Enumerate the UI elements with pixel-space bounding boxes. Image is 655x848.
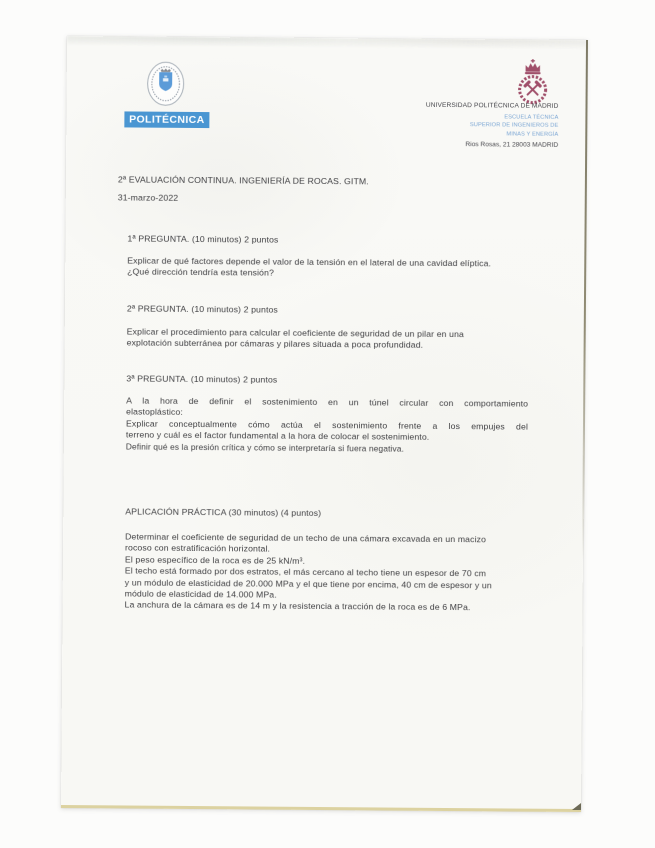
practical-line: El peso específico de la roca es de 25 kN/m³. — [124, 554, 306, 566]
question-3-line: A la hora de definir el sostenimiento en un túnel circular con comportamiento — [126, 395, 529, 409]
question-3-line: Explicar conceptualmente cómo actúa el sostenimiento frente a los empujes del — [125, 418, 529, 432]
upm-seal-icon — [146, 61, 184, 112]
question-1-line: Explicar de qué factores depende el valor de la tensión en el lateral de una cavidad elíptica. — [127, 255, 492, 269]
school-address: Rios Rosas, 21 28003 MADRID — [465, 140, 559, 149]
question-3-line: elastoplástico: — [126, 406, 183, 418]
politecnica-logo — [124, 111, 209, 128]
paper-content — [61, 36, 587, 812]
school-name-line3: MINAS Y ENERGÍA — [506, 131, 559, 138]
school-name-line2: SUPERIOR DE INGENIEROS DE — [469, 122, 559, 129]
practical-line: módulo de elasticidad de 14.000 MPa. — [124, 588, 277, 600]
question-1-line: ¿Qué dirección tendría esta tensión? — [127, 266, 275, 278]
question-3-line: Definir qué es la presión crítica y cómo se interpretaría si fuera negativa. — [125, 441, 405, 454]
question-2-heading: 2ª PREGUNTA. (10 minutos) 2 puntos — [126, 303, 278, 315]
question-1-text — [127, 255, 491, 281]
politecnica-logo-label: POLITÉCNICA — [129, 113, 205, 127]
practical-text — [125, 531, 493, 614]
question-3-line: terreno y cuál es el factor fundamental a la hora de colocar el sostenimiento. — [125, 429, 430, 442]
question-1-heading: 1ª PREGUNTA. (10 minutos) 2 puntos — [127, 233, 279, 245]
institution-block — [326, 101, 558, 149]
school-name-line1: ESCUELA TÉCNICA — [504, 113, 559, 121]
practical-line: El techo está formado por dos estratos, el más cercano al techo tiene un espesor de 70 cm — [124, 565, 487, 579]
practical-line: y un módulo de elasticidad de 20.000 MPa y el que tiene por encima, 40 cm de espesor y un — [124, 577, 492, 590]
university-name: UNIVERSIDAD POLITÉCNICA DE MADRID — [425, 101, 559, 110]
question-2-line: Explicar el procedimiento para calcular el coeficiente de seguridad de un pilar en una — [126, 326, 465, 340]
question-2-text — [127, 326, 464, 351]
question-2-line: explotación subterránea por cámaras y pilares situada a poca profundidad. — [126, 337, 424, 351]
question-3-text — [126, 395, 528, 455]
school-name — [326, 112, 558, 140]
exam-paper-sheet — [61, 36, 587, 812]
practical-heading: APLICACIÓN PRÁCTICA (30 minutos) (4 puntos) — [125, 506, 322, 518]
practical-line: Determinar el coeficiente de seguridad de un techo de una cámara excavada en un macizo — [125, 531, 487, 545]
practical-line: rocoso con estratificación horizontal. — [124, 542, 271, 554]
exam-title: 2ª EVALUACIÓN CONTINUA. INGENIERÍA DE ROCAS. GITM. — [117, 174, 369, 187]
question-3-heading: 3ª PREGUNTA. (10 minutos) 2 puntos — [126, 373, 278, 385]
exam-date: 31-marzo-2022 — [117, 192, 179, 203]
practical-line: La anchura de la cámara es de 14 m y la resistencia a tracción de la roca es de 6 MPa. — [124, 599, 471, 613]
